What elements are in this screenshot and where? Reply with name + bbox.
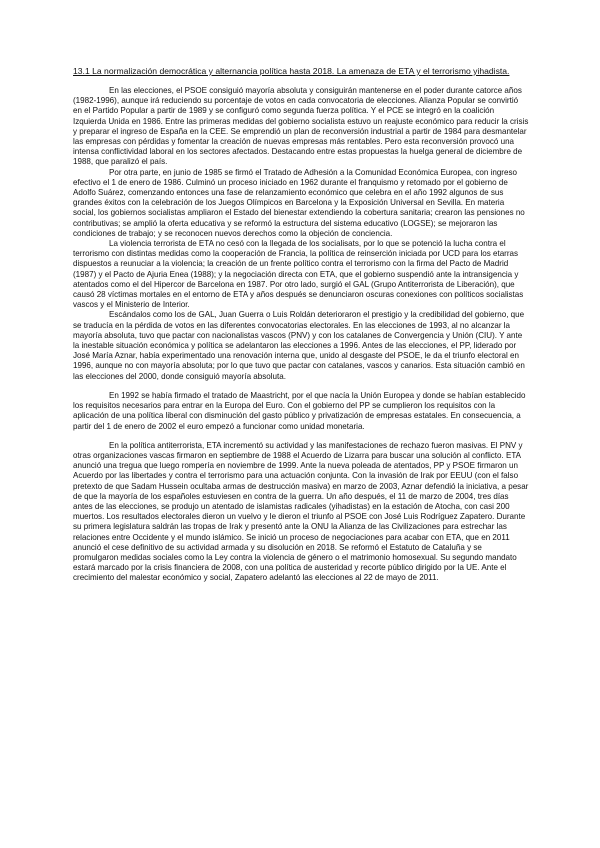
document-title: 13.1 La normalización democrática y alternancia política hasta 2018. La amenaza de ETA y el terrorismo yihadista. xyxy=(73,66,510,76)
document-page xyxy=(73,66,529,584)
paragraph-antiterrorism: En la política antiterrorista, ETA incrementó su actividad y las manifestaciones de rechazo fueron masivas. El PNV y otras organizaciones vascas firmaron en septiembre de 1988 el Acuerdo de Lizarra para buscar una solución al conflicto. ETA anunció una tregua que luego rompería en noviembre de 1999. Ante la nueva poleada de atentados, PP y PSOE firmaron un Acuerdo por las libertades y contra el terrorismo para una actuación conjunta. Con la invasión de Irak por EEUU (con el falso pretexto de que Sadam Hussein ocultaba armas de destrucción masiva) en marzo de 2003, Aznar defendió la iniciativa, a pesar de que la mayoría de los españoles estuviesen en contra de la guerra. Un año después, el 11 de marzo de 2004, tres días antes de las elecciones, se produjo un atentado de islamistas radicales (yihadistas) en la estación de Atocha, con casi 200 muertos. Los resultados electorales dieron un vuelvo y le dieron el triunfo al PSOE con José Luis Rodríguez Zapatero. Durante su primera legislatura saldrán las tropas de Irak y presentó ante la ONU la Alianza de las Civilizaciones para estrechar las relaciones entre Occidente y el mundo islámico. Se inició un proceso de negociaciones para acabar con ETA, que en 2011 anunció el cese definitivo de su actividad armada y su disolución en 2018. Se reformó el Estatuto de Cataluña y se promulgaron medidas sociales como la Ley contra la violencia de género o el matrimonio homosexual. Su segundo mandato estará marcado por la crisis financiera de 2008, con una política de austeridad y recorte público dirigido por la UE. Ante el crecimiento del malestar económico y social, Zapatero adelantó las elecciones al 22 de mayo de 2011. xyxy=(73,440,529,583)
paragraph-scandals-pp: Escándalos como los de GAL, Juan Guerra o Luis Roldán deterioraron el prestigio y la credibilidad del gobierno, que se traducía en la pérdida de votos en las diferentes convocatorias electorales. En las elecciones de 1993, al no alcanzar la mayoría absoluta, tuvo que pactar con nacionalistas vascos (PNV) y con los catalanes de Convergencia y Unión (CIU). Y ante la inestable situación económica y política se adelantaron las elecciones a 1996. Antes de las elecciones, el PP, liderado por José María Aznar, había experimentado una renovación interna que, unido al desgaste del PSOE, le da el triunfo electoral en 1996, aunque no con mayoría absoluta; por lo que tuvo que pactar con catalanes, vascos y canarios. Esta situación cambió en las elecciones del 2000, donde consiguió mayoría absoluta. xyxy=(73,310,525,381)
paragraph-cee-adhesion: Por otra parte, en junio de 1985 se firmó el Tratado de Adhesión a la Comunidad Económica Europea, con ingreso efectivo el 1 de enero de 1986. Culminó un proceso iniciado en 1962 durante el franquismo y retomado por el gobierno de Adolfo Suárez, comenzando entonces una fase de relanzamiento económico que celebra en el año 1992 algunos de sus grandes éxitos con la celebración de los Juegos Olímpicos en Barcelona y la Exposición Universal en Sevilla. En materia social, los gobiernos socialistas ampliaron el Estado del bienestar extendiendo la cobertura sanitaria; crearon las pensiones no contributivas; se amplió la oferta educativa y se reformó la estructura del sistema educativo (LOGSE); se mejoraron las condiciones de trabajo; y se reconocen nuevos derechos como la objeción de conciencia. xyxy=(73,167,525,238)
paragraph-eta-violence: La violencia terrorista de ETA no cesó con la llegada de los socialisats, por lo que se potenció la lucha contra el terrorismo con distintas medidas como la cooperación de Francia, la política de reinserción iniciada por UCD para los etarras dispuestos a reunuciar a la violencia; la creación de un frente político contra el terrorismo con la firma del Pacto de Madrid (1987) y el Pacto de Ajuria Enea (1988); y la negociación directa con ETA, que el gobierno suspendió ante la intransigencia y atentados como el del Hipercor de Barcelona en 1987. Por otro lado, surgió el GAL (Grupo Antiterrorista de Liberación), que causó 28 víctimas mortales en el entorno de ETA y años después se denunciaron oscuras conexiones con políticos socialistas vascos y el Ministerio de Interior. xyxy=(73,239,524,310)
paragraph-maastricht: En 1992 se había firmado el tratado de Maastricht, por el que nacía la Unión Europea y donde se habían establecido los requisitos necesarios para entrar en la Europa del Euro. Con el gobierno del PP se cumplieron los requisitos con la aplicación de una política liberal con disminución del gasto público y privatización de empresas estatales. En consecuencia, a partir del 1 de enero de 2002 el euro empezó a funcionar como unidad monetaria. xyxy=(73,390,526,431)
paragraph-psoe-elections: En las elecciones, el PSOE consiguió mayoría absoluta y consiguirán mantenerse en el poder durante catorce años (1982-1996), aunque irá reduciendo su porcentaje de votos en cada convocatoria de elecciones. Alianza Popular se convirtió en el Partido Popular a partir de 1989 y se configuró como segunda fuerza política. Y el PCE se integró en la coalición Izquierda Unida en 1986. Entre las primeras medidas del gobierno socialista estuvo un reajuste económico para reducir la crisis y preparar el ingreso de España en la CEE. Se emprendió un plan de reconversión industrial a partir de 1984 para desmantelar las empresas con pérdidas y fomentar la creación de nuevas empresas más rentables. Pero esta reconversión provocó una intensa conflictividad laboral en los sectores afectados. Destacando entre estas propuestas la huelga general de diciembre de 1988, que paralizó el país. xyxy=(73,86,529,167)
